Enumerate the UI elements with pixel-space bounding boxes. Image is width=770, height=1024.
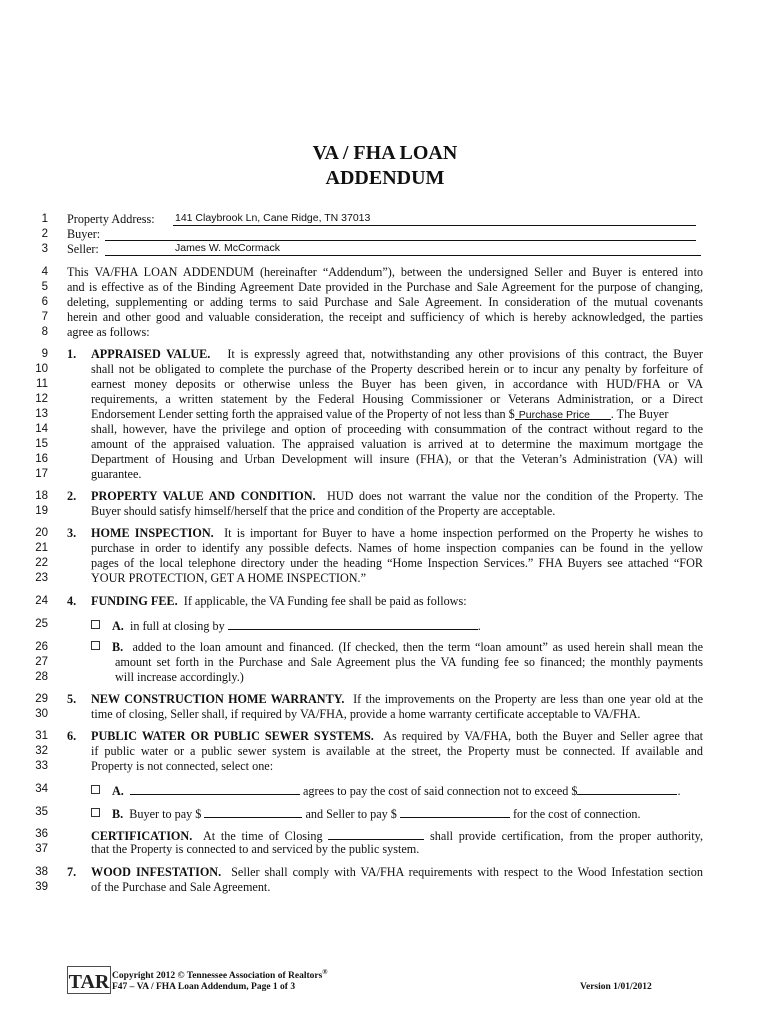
line-number: 39 <box>35 881 48 893</box>
line-number: 12 <box>35 393 48 405</box>
section-1-line: amount of the appraised valuation. The appraised valuation is arrived at to determine the maximum mortgage the <box>91 437 703 451</box>
line-number: 31 <box>35 730 48 742</box>
section-5-number: 5. <box>67 692 77 706</box>
section-6-text: As required by VA/FHA, both the Buyer and Seller agree that <box>383 729 704 743</box>
section-1-heading: APPRAISED VALUE. <box>91 347 211 361</box>
section-4-line <box>91 594 703 609</box>
section-1-text: Endorsement Lender setting forth the appraised value of the Property of not less than $ <box>91 407 515 421</box>
option-b-checkbox[interactable] <box>91 641 100 650</box>
section-5-line <box>91 692 703 707</box>
line-number: 7 <box>41 311 48 323</box>
line-number: 34 <box>35 783 48 795</box>
property-address-label: Property Address: <box>67 212 155 226</box>
certification-text: shall provide certification, from the proper authority, <box>430 829 704 843</box>
line-number: 25 <box>35 618 48 630</box>
line-number: 14 <box>35 423 48 435</box>
seller-field[interactable] <box>105 242 701 256</box>
line-number: 11 <box>36 378 48 390</box>
line-number: 21 <box>35 542 48 554</box>
form-id-text: F47 – VA / FHA Loan Addendum, Page 1 of 3 <box>112 982 296 992</box>
line-number: 13 <box>35 408 48 420</box>
seller-pay-field[interactable] <box>400 805 510 818</box>
connection-option-b <box>91 805 703 822</box>
section-3-number: 3. <box>67 526 77 540</box>
line-number: 8 <box>41 326 48 338</box>
property-address-field[interactable] <box>173 212 696 226</box>
logo-text: TAR <box>68 971 110 993</box>
line-number: 18 <box>35 490 48 502</box>
section-1-text: It is expressly agreed that, notwithstanding any other provisions of this contract, the Buyer <box>227 347 703 361</box>
intro-line: deleting, supplementing or adding terms to said Purchase and Sale Agreement. In consideration of the mutual covenants <box>67 295 703 309</box>
line-number: 10 <box>35 363 48 375</box>
copyright-text <box>112 968 328 981</box>
certification-text: At the time of Closing <box>203 829 323 843</box>
connection-payer-field[interactable] <box>130 782 300 795</box>
certification-heading: CERTIFICATION. <box>91 829 193 843</box>
option-b-text: added to the loan amount and financed. (If checked, then the term “loan amount” as used herein shall mean the <box>132 640 703 654</box>
tar-logo-icon <box>67 966 111 994</box>
line-number: 6 <box>41 296 48 308</box>
section-3-line: purchase in order to identify any possible defects. Names of home inspection companies can be found in the yellow <box>91 541 703 555</box>
line-number: 33 <box>35 760 48 772</box>
connection-b-label: B. <box>112 807 124 821</box>
connection-b-text: for the cost of connection. <box>512 807 641 821</box>
intro-line: herein and other good and valuable consideration, the receipt and sufficiency of which is hereby acknowledged, the parties <box>67 310 703 324</box>
section-6-heading: PUBLIC WATER OR PUBLIC SEWER SYSTEMS. <box>91 729 374 743</box>
purchase-price-value: Purchase Price <box>518 409 590 421</box>
line-number: 17 <box>35 468 48 480</box>
section-1-line: earnest money deposits or otherwise unless the Buyer has been given, in accordance with HUD/FHA or VA <box>91 377 703 391</box>
buyer-pay-field[interactable] <box>204 805 302 818</box>
connection-a-text: agrees to pay the cost of said connection not to exceed $ <box>303 784 578 798</box>
section-3-line <box>91 526 703 541</box>
section-1-number: 1. <box>67 347 77 361</box>
line-number: 24 <box>35 595 48 607</box>
line-number: 32 <box>35 745 48 757</box>
section-3-line: YOUR PROTECTION, GET A HOME INSPECTION.” <box>91 571 367 585</box>
section-2-line: Buyer should satisfy himself/herself that the price and condition of the Property are acceptable. <box>91 504 556 518</box>
line-number: 36 <box>35 828 48 840</box>
option-b-label: B. <box>112 640 124 654</box>
property-address-value: 141 Claybrook Ln, Cane Ridge, TN 37013 <box>175 212 371 224</box>
copyright-main: Copyright 2012 © Tennessee Association of Realtors <box>112 971 323 982</box>
line-number: 1 <box>41 213 48 225</box>
section-1-text: . The Buyer <box>610 407 669 421</box>
section-2-heading: PROPERTY VALUE AND CONDITION. <box>91 489 316 503</box>
section-6-line <box>91 729 703 744</box>
option-a-checkbox[interactable] <box>91 620 100 629</box>
seller-label: Seller: <box>67 242 99 256</box>
connection-a-end: . <box>677 784 681 798</box>
connection-max-field[interactable] <box>577 782 677 795</box>
connection-a-checkbox[interactable] <box>91 785 100 794</box>
section-4-number: 4. <box>67 594 77 608</box>
line-number: 37 <box>35 843 48 855</box>
connection-b-text: and Seller to pay $ <box>305 807 397 821</box>
section-7-line: of the Purchase and Sale Agreement. <box>91 880 271 894</box>
registered-mark: ® <box>322 968 328 976</box>
section-2-line <box>91 489 703 504</box>
line-number: 9 <box>41 348 48 360</box>
seller-value: James W. McCormack <box>175 242 281 254</box>
section-7-number: 7. <box>67 865 77 879</box>
line-number: 4 <box>41 266 48 278</box>
document-title-line2: ADDENDUM <box>325 167 445 189</box>
line-number: 22 <box>35 557 48 569</box>
section-1-line: guarantee. <box>91 467 142 481</box>
version-text: Version 1/01/2012 <box>580 982 652 992</box>
line-number: 20 <box>35 527 48 539</box>
section-1-line <box>91 407 703 422</box>
section-7-heading: WOOD INFESTATION. <box>91 865 222 879</box>
section-7-text: Seller shall comply with VA/FHA requirements with respect to the Wood Infestation section <box>231 865 703 879</box>
line-number: 30 <box>35 708 48 720</box>
line-number: 2 <box>41 228 48 240</box>
funding-paid-by-field[interactable] <box>228 617 478 630</box>
section-6-line: if public water or a public sewer system is available at the street, the Property must be connected. If available and <box>91 744 703 758</box>
funding-option-b-line: amount set forth in the Purchase and Sale Agreement plus the VA funding fee so financed; the monthly payments <box>115 655 703 669</box>
line-number: 26 <box>35 641 48 653</box>
line-number: 27 <box>35 656 48 668</box>
funding-option-a <box>91 617 703 634</box>
section-5-heading: NEW CONSTRUCTION HOME WARRANTY. <box>91 692 345 706</box>
certification-party-field[interactable] <box>328 827 424 840</box>
section-4-heading: FUNDING FEE. <box>91 594 178 608</box>
section-3-text: It is important for Buyer to have a home inspection performed on the Property he wishes to <box>224 526 703 540</box>
line-number: 15 <box>35 438 48 450</box>
section-5-line: time of closing, Seller shall, if required by VA/FHA, provide a home warranty certificate acceptable to VA/FHA. <box>91 707 641 721</box>
line-number: 28 <box>35 671 48 683</box>
section-4-text: If applicable, the VA Funding fee shall be paid as follows: <box>183 594 467 608</box>
option-a-text: in full at closing by <box>129 619 225 633</box>
section-6-number: 6. <box>67 729 77 743</box>
intro-line: This VA/FHA LOAN ADDENDUM (hereinafter “Addendum”), between the undersigned Seller and Buyer is entered into <box>67 265 703 279</box>
line-number: 5 <box>41 281 48 293</box>
section-3-line: pages of the local telephone directory under the heading “Home Inspection Services.” FHA Buyers see attached “FOR <box>91 556 703 570</box>
section-3-heading: HOME INSPECTION. <box>91 526 214 540</box>
line-number: 23 <box>35 572 48 584</box>
option-a-end: . <box>477 619 481 633</box>
option-a-label: A. <box>112 619 124 633</box>
line-number: 19 <box>35 505 48 517</box>
line-number: 38 <box>35 866 48 878</box>
section-1-line: shall, however, have the privilege and option of proceeding with consummation of the contract without regard to the <box>91 422 703 436</box>
line-number: 3 <box>41 243 48 255</box>
section-5-text: If the improvements on the Property are less than one year old at the <box>353 692 704 706</box>
connection-a-label: A. <box>112 784 124 798</box>
section-1-line: requirements, a written statement by the Federal Housing Commissioner or Veterans Administration, or a Direct <box>91 392 703 406</box>
section-1-line: Department of Housing and Urban Development will insure (FHA), or that the Veteran’s Administration (VA) will <box>91 452 703 466</box>
line-number: 29 <box>35 693 48 705</box>
document-title-line1: VA / FHA LOAN <box>312 142 458 164</box>
connection-b-checkbox[interactable] <box>91 808 100 817</box>
purchase-price-field[interactable] <box>515 407 611 420</box>
funding-option-b-line: will increase accordingly.) <box>115 670 244 684</box>
connection-option-a <box>91 782 703 799</box>
buyer-label: Buyer: <box>67 227 101 241</box>
buyer-field[interactable] <box>105 227 696 241</box>
section-6-line: Property is not connected, select one: <box>91 759 274 773</box>
section-1-line: shall not be obligated to complete the purchase of the Property described herein or to incur any penalty by forfeiture of <box>91 362 703 376</box>
section-2-text: HUD does not warrant the value nor the condition of the Property. The <box>326 489 704 503</box>
section-2-number: 2. <box>67 489 77 503</box>
certification-line: that the Property is connected to and serviced by the public system. <box>91 842 420 856</box>
funding-option-b <box>91 640 703 655</box>
section-1-line <box>91 347 703 362</box>
intro-line: and is effective as of the Binding Agreement Date provided in the Purchase and Sale Agreement for the purpose of changing, <box>67 280 703 294</box>
line-number: 35 <box>35 806 48 818</box>
intro-line: agree as follows: <box>67 325 150 339</box>
line-number: 16 <box>35 453 48 465</box>
connection-b-text: Buyer to pay $ <box>129 807 202 821</box>
section-7-line <box>91 865 703 880</box>
